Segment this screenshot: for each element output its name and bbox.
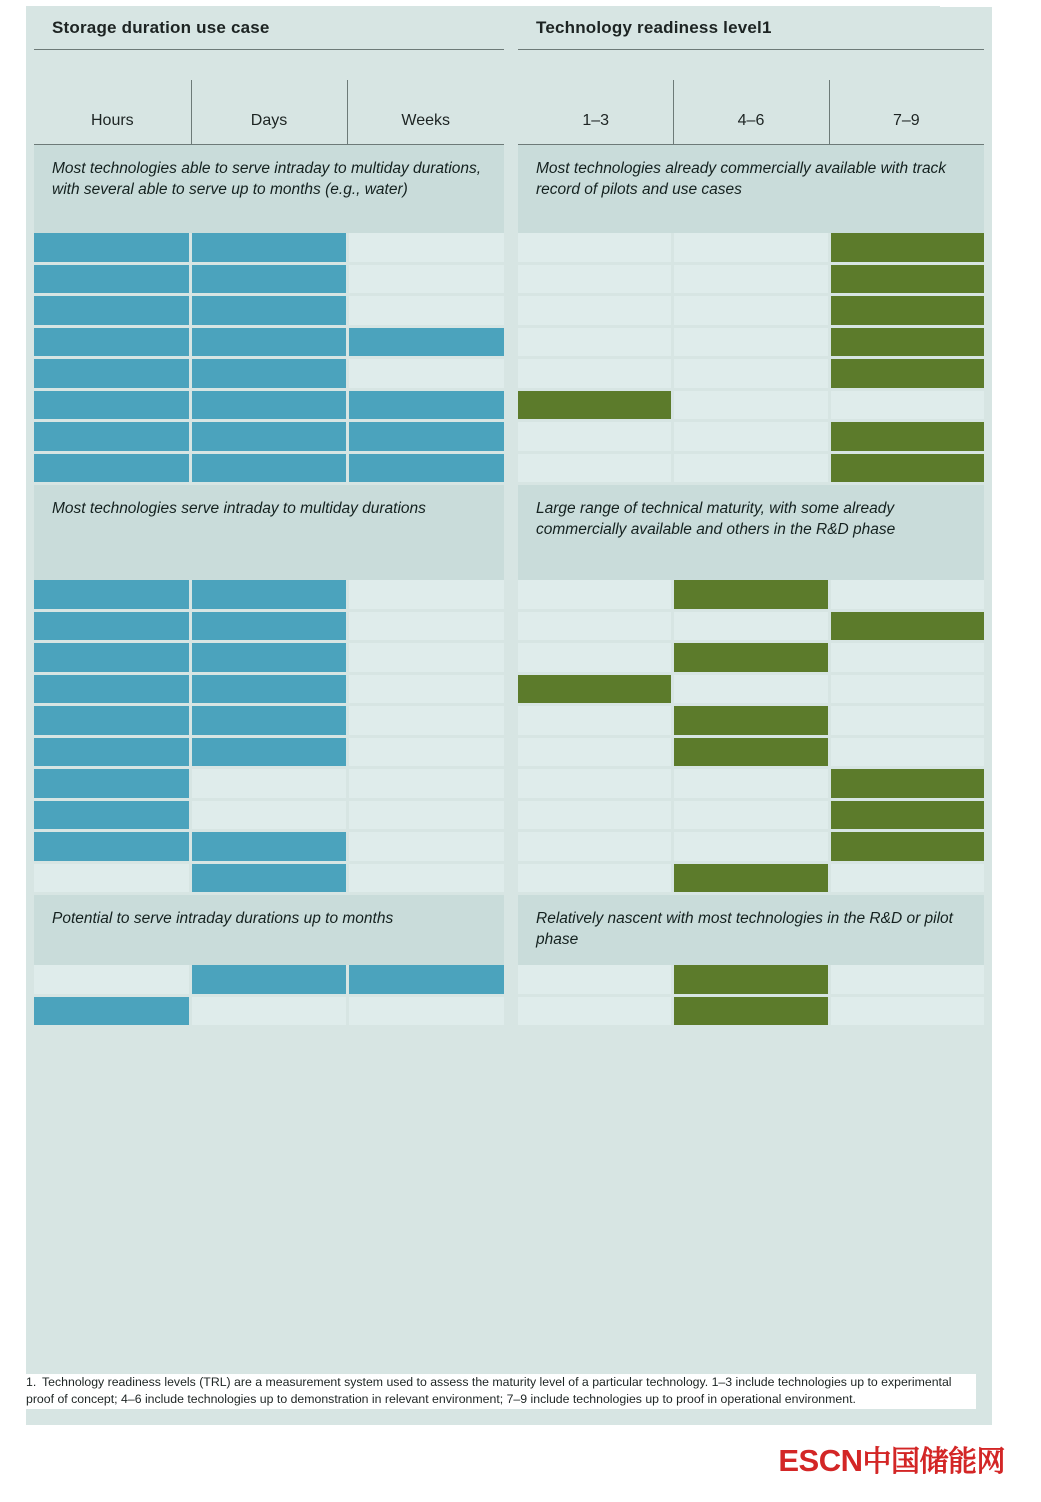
matrix-cell-empty — [518, 296, 674, 328]
matrix-cell-empty — [831, 706, 984, 738]
matrix-cell-empty — [831, 643, 984, 675]
matrix-cell-empty — [349, 801, 504, 833]
matrix-cell-empty — [674, 391, 830, 423]
matrix-cell-empty — [518, 580, 674, 612]
matrix-cell-filled — [192, 706, 350, 738]
matrix-cell-filled — [34, 422, 192, 454]
matrix-cell-filled — [34, 706, 192, 738]
matrix-cell-empty — [349, 265, 504, 297]
matrix-cell-empty — [831, 997, 984, 1029]
matrix-left-group-1 — [34, 233, 504, 485]
matrix-cell-filled — [34, 738, 192, 770]
matrix-row — [34, 675, 504, 707]
matrix-cell-filled — [674, 997, 830, 1029]
matrix-row — [34, 832, 504, 864]
matrix-cell-filled — [34, 233, 192, 265]
footnote-number: 1. — [26, 1375, 37, 1389]
subheader-days — [191, 50, 348, 144]
subheader-label: Weeks — [401, 112, 450, 129]
matrix-row — [34, 801, 504, 833]
matrix-cell-filled — [192, 832, 350, 864]
matrix-cell-empty — [674, 422, 830, 454]
column-storage-duration — [34, 6, 504, 1028]
matrix-cell-empty — [349, 296, 504, 328]
matrix-row — [518, 769, 984, 801]
matrix-cell-empty — [831, 864, 984, 896]
matrix-cell-filled — [831, 233, 984, 265]
subheader-label: Days — [250, 112, 288, 129]
matrix-row — [34, 643, 504, 675]
matrix-cell-filled — [349, 965, 504, 997]
subheader-row-right — [518, 50, 984, 145]
matrix-cell-empty — [674, 675, 830, 707]
matrix-cell-filled — [34, 328, 192, 360]
group-note-left-1: Most technologies able to serve intraday to multiday durations, with several able to serve up to months (e.g., water) — [34, 145, 504, 233]
matrix-cell-empty — [674, 233, 830, 265]
matrix-row — [34, 612, 504, 644]
matrix-cell-filled — [831, 801, 984, 833]
matrix-row — [34, 580, 504, 612]
matrix-cell-empty — [674, 769, 830, 801]
matrix-cell-empty — [349, 832, 504, 864]
matrix-cell-empty — [192, 769, 350, 801]
matrix-cell-empty — [674, 359, 830, 391]
matrix-cell-filled — [192, 265, 350, 297]
matrix-cell-filled — [34, 612, 192, 644]
matrix-cell-filled — [34, 296, 192, 328]
matrix-cell-empty — [518, 233, 674, 265]
matrix-cell-empty — [349, 738, 504, 770]
matrix-cell-empty — [674, 832, 830, 864]
matrix-cell-empty — [192, 801, 350, 833]
column-header-right — [518, 6, 984, 50]
matrix-cell-empty — [518, 422, 674, 454]
column-technology-readiness — [518, 6, 984, 1028]
matrix-cell-filled — [34, 675, 192, 707]
matrix-cell-filled — [192, 454, 350, 486]
matrix-cell-filled — [831, 769, 984, 801]
matrix-row — [518, 359, 984, 391]
brand-cjk: 中国储能网 — [862, 1444, 1005, 1478]
columns-container — [26, 6, 992, 1366]
matrix-cell-filled — [192, 612, 350, 644]
matrix-row — [34, 296, 504, 328]
matrix-cell-filled — [192, 296, 350, 328]
matrix-cell-filled — [192, 328, 350, 360]
matrix-cell-filled — [674, 706, 830, 738]
matrix-cell-filled — [349, 422, 504, 454]
matrix-cell-empty — [831, 965, 984, 997]
matrix-row — [34, 265, 504, 297]
matrix-cell-filled — [192, 738, 350, 770]
matrix-row — [518, 997, 984, 1029]
subheader-label: 7–9 — [892, 112, 920, 129]
matrix-cell-filled — [192, 233, 350, 265]
matrix-row — [34, 997, 504, 1029]
matrix-row — [518, 801, 984, 833]
matrix-right-group-2 — [518, 580, 984, 895]
footnote-text: Technology readiness levels (TRL) are a measurement system used to assess the maturity level of a particular technology. 1–3 include technologies up to experimental proof of concept; 4–6 include technologies up to demonstration in relevant environment; 7–9 include technologies up to proof in operational environment. — [26, 1375, 952, 1407]
matrix-cell-empty — [674, 801, 830, 833]
subheader-label: 1–3 — [582, 112, 610, 129]
matrix-cell-empty — [518, 738, 674, 770]
matrix-cell-empty — [349, 864, 504, 896]
matrix-row — [518, 965, 984, 997]
matrix-cell-filled — [831, 422, 984, 454]
matrix-row — [518, 643, 984, 675]
matrix-cell-empty — [349, 359, 504, 391]
matrix-cell-empty — [349, 233, 504, 265]
matrix-cell-filled — [34, 769, 192, 801]
matrix-cell-empty — [831, 675, 984, 707]
matrix-cell-filled — [192, 580, 350, 612]
group-note-right-1: Most technologies already commercially available with track record of pilots and use cases — [518, 145, 984, 233]
matrix-cell-filled — [831, 832, 984, 864]
brand-latin: ESCN — [778, 1443, 863, 1478]
matrix-cell-filled — [34, 359, 192, 391]
matrix-cell-empty — [518, 359, 674, 391]
matrix-cell-empty — [518, 454, 674, 486]
matrix-row — [518, 832, 984, 864]
group-note-right-3: Relatively nascent with most technologies in the R&D or pilot phase — [518, 895, 984, 965]
matrix-cell-empty — [674, 612, 830, 644]
matrix-cell-empty — [349, 997, 504, 1029]
matrix-row — [518, 328, 984, 360]
matrix-cell-empty — [831, 738, 984, 770]
matrix-cell-empty — [349, 769, 504, 801]
matrix-right-group-3 — [518, 965, 984, 1028]
matrix-cell-empty — [518, 832, 674, 864]
matrix-cell-empty — [674, 328, 830, 360]
subheader-label: 4–6 — [737, 112, 765, 129]
matrix-row — [34, 965, 504, 997]
matrix-cell-empty — [674, 296, 830, 328]
matrix-cell-filled — [831, 454, 984, 486]
group-note-left-3: Potential to serve intraday durations up to months — [34, 895, 504, 965]
matrix-cell-filled — [192, 864, 350, 896]
subheader-weeks — [347, 50, 504, 144]
matrix-cell-empty — [518, 965, 674, 997]
matrix-row — [34, 359, 504, 391]
matrix-left-group-2 — [34, 580, 504, 895]
matrix-row — [518, 391, 984, 423]
matrix-cell-empty — [349, 612, 504, 644]
matrix-cell-filled — [34, 997, 192, 1029]
matrix-row — [518, 296, 984, 328]
matrix-cell-empty — [831, 391, 984, 423]
right-margin — [992, 0, 1041, 1502]
matrix-cell-filled — [518, 391, 674, 423]
watermark-brand — [778, 1439, 1005, 1480]
matrix-cell-filled — [831, 265, 984, 297]
matrix-cell-empty — [674, 454, 830, 486]
matrix-cell-filled — [674, 580, 830, 612]
column-header-left — [34, 6, 504, 50]
matrix-cell-filled — [674, 965, 830, 997]
subheader-hours — [34, 50, 191, 144]
matrix-cell-filled — [34, 832, 192, 864]
matrix-row — [518, 422, 984, 454]
matrix-cell-empty — [518, 643, 674, 675]
matrix-cell-empty — [518, 769, 674, 801]
matrix-cell-empty — [192, 997, 350, 1029]
matrix-cell-empty — [518, 997, 674, 1029]
matrix-cell-filled — [192, 643, 350, 675]
matrix-row — [34, 864, 504, 896]
matrix-cell-empty — [349, 643, 504, 675]
subheader-label: Hours — [90, 112, 134, 129]
subheader-trl-7-9 — [829, 50, 984, 144]
matrix-cell-filled — [192, 359, 350, 391]
matrix-cell-empty — [518, 706, 674, 738]
matrix-cell-empty — [518, 612, 674, 644]
matrix-cell-empty — [349, 675, 504, 707]
matrix-row — [518, 454, 984, 486]
matrix-left-group-3 — [34, 965, 504, 1028]
matrix-cell-filled — [34, 643, 192, 675]
matrix-cell-empty — [349, 580, 504, 612]
matrix-right-group-1 — [518, 233, 984, 485]
matrix-row — [518, 580, 984, 612]
matrix-cell-empty — [518, 328, 674, 360]
matrix-row — [34, 769, 504, 801]
matrix-cell-filled — [831, 328, 984, 360]
matrix-row — [34, 422, 504, 454]
group-note-left-2: Most technologies serve intraday to multiday durations — [34, 485, 504, 580]
matrix-cell-filled — [349, 454, 504, 486]
column-title-left: Storage duration use case — [52, 17, 270, 37]
matrix-cell-empty — [518, 801, 674, 833]
matrix-cell-filled — [34, 801, 192, 833]
matrix-cell-filled — [349, 391, 504, 423]
matrix-cell-empty — [349, 706, 504, 738]
matrix-cell-filled — [34, 391, 192, 423]
column-title-right: Technology readiness level — [536, 17, 762, 37]
matrix-cell-empty — [674, 265, 830, 297]
matrix-row — [34, 233, 504, 265]
matrix-cell-filled — [34, 454, 192, 486]
subheader-trl-1-3 — [518, 50, 673, 144]
matrix-row — [518, 612, 984, 644]
matrix-row — [518, 675, 984, 707]
matrix-cell-filled — [34, 580, 192, 612]
matrix-row — [518, 706, 984, 738]
matrix-row — [518, 864, 984, 896]
matrix-row — [34, 391, 504, 423]
matrix-cell-empty — [34, 864, 192, 896]
matrix-row — [34, 454, 504, 486]
matrix-cell-filled — [831, 359, 984, 391]
footnote — [26, 1374, 976, 1409]
matrix-cell-filled — [674, 643, 830, 675]
matrix-cell-filled — [674, 864, 830, 896]
matrix-cell-filled — [831, 296, 984, 328]
matrix-row — [518, 233, 984, 265]
matrix-row — [34, 328, 504, 360]
matrix-cell-filled — [192, 965, 350, 997]
matrix-cell-filled — [349, 328, 504, 360]
matrix-cell-filled — [34, 265, 192, 297]
matrix-cell-empty — [518, 864, 674, 896]
matrix-row — [518, 738, 984, 770]
matrix-row — [518, 265, 984, 297]
subheader-trl-4-6 — [673, 50, 828, 144]
matrix-row — [34, 706, 504, 738]
matrix-cell-empty — [518, 265, 674, 297]
matrix-cell-filled — [518, 675, 674, 707]
matrix-cell-empty — [34, 965, 192, 997]
matrix-row — [34, 738, 504, 770]
subheader-row-left — [34, 50, 504, 145]
matrix-cell-filled — [831, 612, 984, 644]
matrix-cell-filled — [192, 675, 350, 707]
column-title-superscript: 1 — [761, 17, 772, 37]
group-note-right-2: Large range of technical maturity, with some already commercially available and others in the R&D phase — [518, 485, 984, 580]
matrix-cell-filled — [192, 422, 350, 454]
matrix-cell-empty — [831, 580, 984, 612]
matrix-cell-filled — [674, 738, 830, 770]
matrix-cell-filled — [192, 391, 350, 423]
